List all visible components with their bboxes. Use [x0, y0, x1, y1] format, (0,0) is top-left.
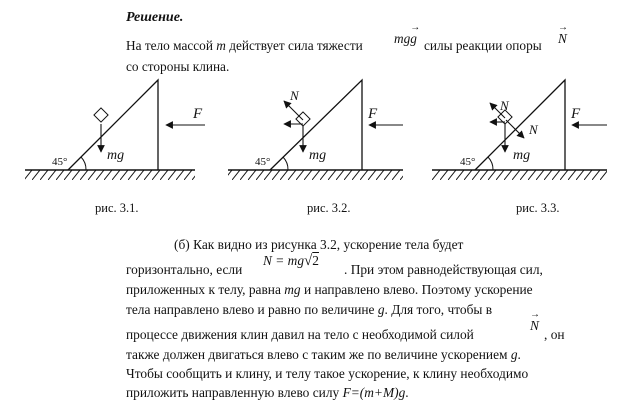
force-F-label-2: F — [368, 106, 378, 122]
caption-1: рис. 3.1. — [95, 201, 139, 215]
formula-N: N = mg√2 — [263, 253, 319, 269]
angle-label-3: 45° — [460, 156, 476, 168]
solution-heading: Решение. — [126, 10, 184, 25]
para2-line8: приложить направленную влево силу F=(m+M)g. — [126, 385, 409, 400]
force-F-label-1: F — [193, 106, 203, 122]
para2-line5-start: процессе движения клин давил на тело с необходимой силой — [126, 327, 474, 342]
caption-3: рис. 3.3. — [516, 201, 560, 215]
para2-line7: Чтобы сообщить и клину, и телу такое ускорение, к клину необходимо — [126, 366, 529, 381]
normal-label-3b: N — [529, 122, 538, 137]
gravity-label-1: mg — [107, 148, 125, 163]
para2-line3: приложенных к телу, равна mg и направлено влево. Поэтому ускорение — [126, 282, 533, 297]
normal-label-3: N — [500, 98, 509, 113]
vector-N-2: N → — [530, 309, 540, 333]
caption-2: рис. 3.2. — [307, 201, 351, 215]
para2-line6: также должен двигаться влево с таким же по величине ускорением g. — [126, 347, 521, 362]
para1-line1: На тело массой m действует сила тяжести — [126, 38, 363, 53]
para1-line2: со стороны клина. — [126, 59, 230, 74]
para1-line1-end: силы реакции опоры — [424, 38, 542, 53]
gravity-label-3: mg — [513, 148, 531, 163]
figure-2 — [228, 80, 403, 215]
para2-line5-end: , он — [544, 327, 565, 342]
para2-line2-end: . При этом равнодействующая сил, — [344, 262, 543, 277]
vector-mg: mgg → — [394, 22, 421, 46]
figure-3 — [432, 80, 607, 215]
figure-1 — [25, 80, 205, 215]
force-F-label-3: F — [571, 106, 581, 122]
vector-N: N → — [558, 22, 568, 46]
para2-line1: (б) Как видно из рисунка 3.2, ускорение тела будет — [174, 237, 464, 252]
para2-line4: тела направлено влево и равно по величине g. Для того, чтобы в — [126, 302, 493, 317]
normal-label-2: N — [290, 88, 299, 103]
para2-line2-start: горизонтально, если — [126, 262, 243, 277]
angle-label-2: 45° — [255, 156, 271, 168]
angle-label-1: 45° — [52, 156, 68, 168]
gravity-label-2: mg — [309, 148, 327, 163]
